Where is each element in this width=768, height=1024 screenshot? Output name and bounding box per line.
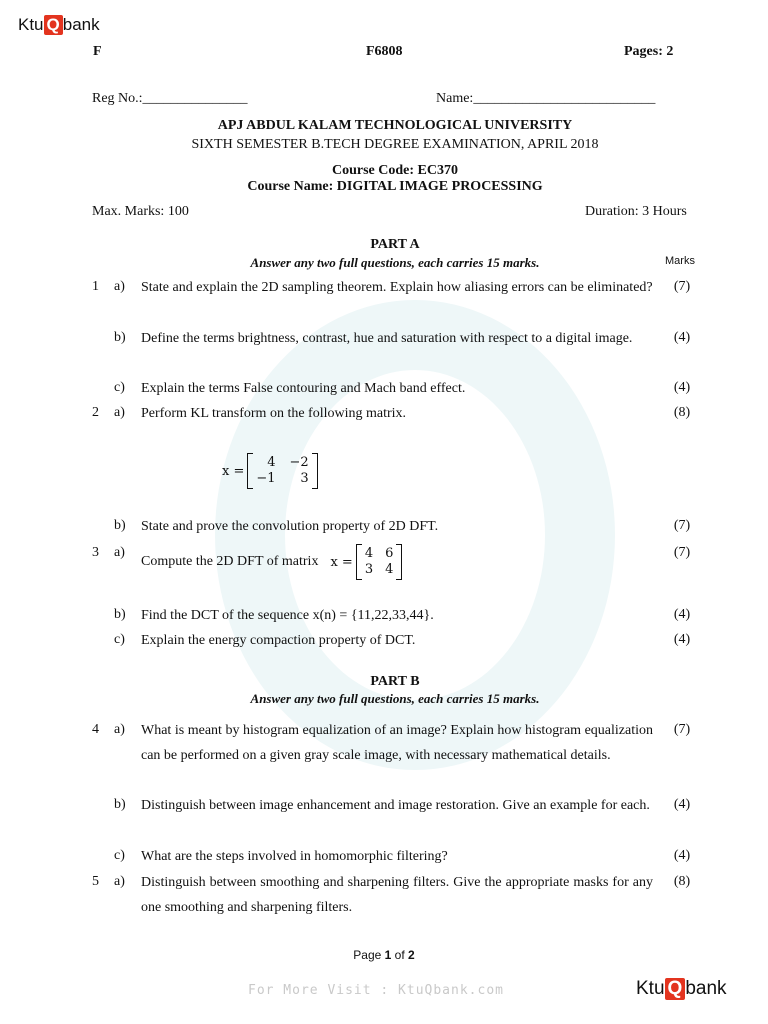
- sub-question-label: a): [114, 722, 125, 737]
- marks-column-label: Marks: [665, 255, 695, 267]
- matrix-cell: 3: [300, 471, 309, 486]
- sub-question-label: b): [114, 518, 126, 533]
- sub-question-label: c): [114, 380, 125, 395]
- matrix-cell: 4: [385, 562, 394, 577]
- question-text: Distinguish between smoothing and sharpening filters. Give the appropriate masks for any one smoothing and sharpening filters.: [141, 875, 653, 915]
- duration: Duration: 3 Hours: [585, 204, 687, 219]
- question-number: 2: [92, 405, 99, 420]
- question-number: 1: [92, 279, 99, 294]
- sub-question-label: b): [114, 797, 126, 812]
- max-marks: Max. Marks: 100: [92, 204, 189, 219]
- matrix-cell: 4: [364, 546, 374, 561]
- question-marks: (4): [673, 607, 691, 622]
- question-marks: (8): [673, 874, 691, 889]
- question-marks: (4): [673, 797, 691, 812]
- name-field: Name:__________________________: [436, 91, 656, 106]
- question-text: Find the DCT of the sequence x(n) = {11,22,33,44}.: [141, 608, 434, 623]
- question-number: 3: [92, 545, 99, 560]
- question-text: Perform KL transform on the following matrix.: [141, 406, 407, 421]
- paper-code: F6808: [366, 44, 403, 59]
- question-number: 4: [92, 722, 99, 737]
- paper-set: F: [93, 44, 102, 59]
- ktuqbank-logo-top: Ktu Q bank: [18, 15, 100, 34]
- page-count: Pages: 2: [624, 44, 674, 59]
- sub-question-label: a): [114, 405, 125, 420]
- question-text: Explain the terms False contouring and Mach band effect.: [141, 381, 466, 396]
- question-text: State and prove the convolution property of 2D DFT.: [141, 519, 439, 534]
- question-marks: (4): [673, 380, 691, 395]
- matrix-lhs: x =: [222, 463, 245, 479]
- question-marks: (8): [673, 405, 691, 420]
- sub-question-label: b): [114, 330, 126, 345]
- question-marks: (4): [673, 330, 691, 345]
- part-b-title: PART B: [370, 674, 420, 689]
- question-marks: (7): [673, 279, 691, 294]
- matrix-cell: 6: [385, 546, 394, 561]
- exam-title: SIXTH SEMESTER B.TECH DEGREE EXAMINATION, APRIL 2018: [191, 137, 599, 152]
- matrix-cell: 4: [267, 455, 276, 470]
- matrix-cell: −1: [256, 471, 276, 486]
- question-text: Distinguish between image enhancement and image restoration. Give an example for each.: [141, 798, 650, 813]
- university-title: APJ ABDUL KALAM TECHNOLOGICAL UNIVERSITY: [217, 118, 573, 133]
- kl-matrix: [222, 453, 318, 489]
- reg-no-field: Reg No.:_______________: [92, 91, 248, 106]
- question-marks: (4): [673, 632, 691, 647]
- part-b-instruction: Answer any two full questions, each carries 15 marks.: [250, 691, 540, 706]
- sub-question-label: a): [114, 545, 125, 560]
- dft-question: [141, 544, 402, 580]
- question-marks: (4): [673, 848, 691, 863]
- matrix-right-bracket: [312, 453, 318, 489]
- part-a-title: PART A: [370, 237, 420, 252]
- sub-question-label: b): [114, 607, 126, 622]
- sub-question-label: a): [114, 874, 125, 889]
- matrix-cell: −2: [289, 455, 309, 470]
- sub-question-label: c): [114, 632, 125, 647]
- question-marks: (7): [673, 518, 691, 533]
- question-text: What is meant by histogram equalization of an image? Explain how histogram equalization can be performed on a given gray scale image, with necessary mathematical details.: [141, 723, 653, 763]
- visit-note: For More Visit : KtuQbank.com: [248, 983, 504, 998]
- page-number: Page 1 of 2: [353, 948, 415, 962]
- sub-question-label: a): [114, 279, 125, 294]
- course-name: Course Name: DIGITAL IMAGE PROCESSING: [247, 179, 543, 194]
- question-marks: (7): [673, 722, 691, 737]
- sub-question-label: c): [114, 848, 125, 863]
- question-text: State and explain the 2D sampling theorem. Explain how aliasing errors can be eliminated?: [141, 280, 653, 295]
- question-marks: (7): [673, 545, 691, 560]
- question-number: 5: [92, 874, 99, 889]
- matrix-lhs: x =: [330, 554, 353, 570]
- question-text: What are the steps involved in homomorphic filtering?: [141, 849, 448, 864]
- question-text: Compute the 2D DFT of matrix: [141, 554, 319, 569]
- ktuqbank-logo-bottom: Ktu Q bank: [636, 978, 727, 999]
- question-text: Define the terms brightness, contrast, hue and saturation with respect to a digital image.: [141, 331, 633, 346]
- matrix-cell: 3: [364, 562, 374, 577]
- matrix-right-bracket: [396, 544, 402, 580]
- course-code: Course Code: EC370: [332, 163, 458, 178]
- part-a-instruction: Answer any two full questions, each carries 15 marks.: [250, 255, 540, 270]
- question-text: Explain the energy compaction property of DCT.: [141, 633, 416, 648]
